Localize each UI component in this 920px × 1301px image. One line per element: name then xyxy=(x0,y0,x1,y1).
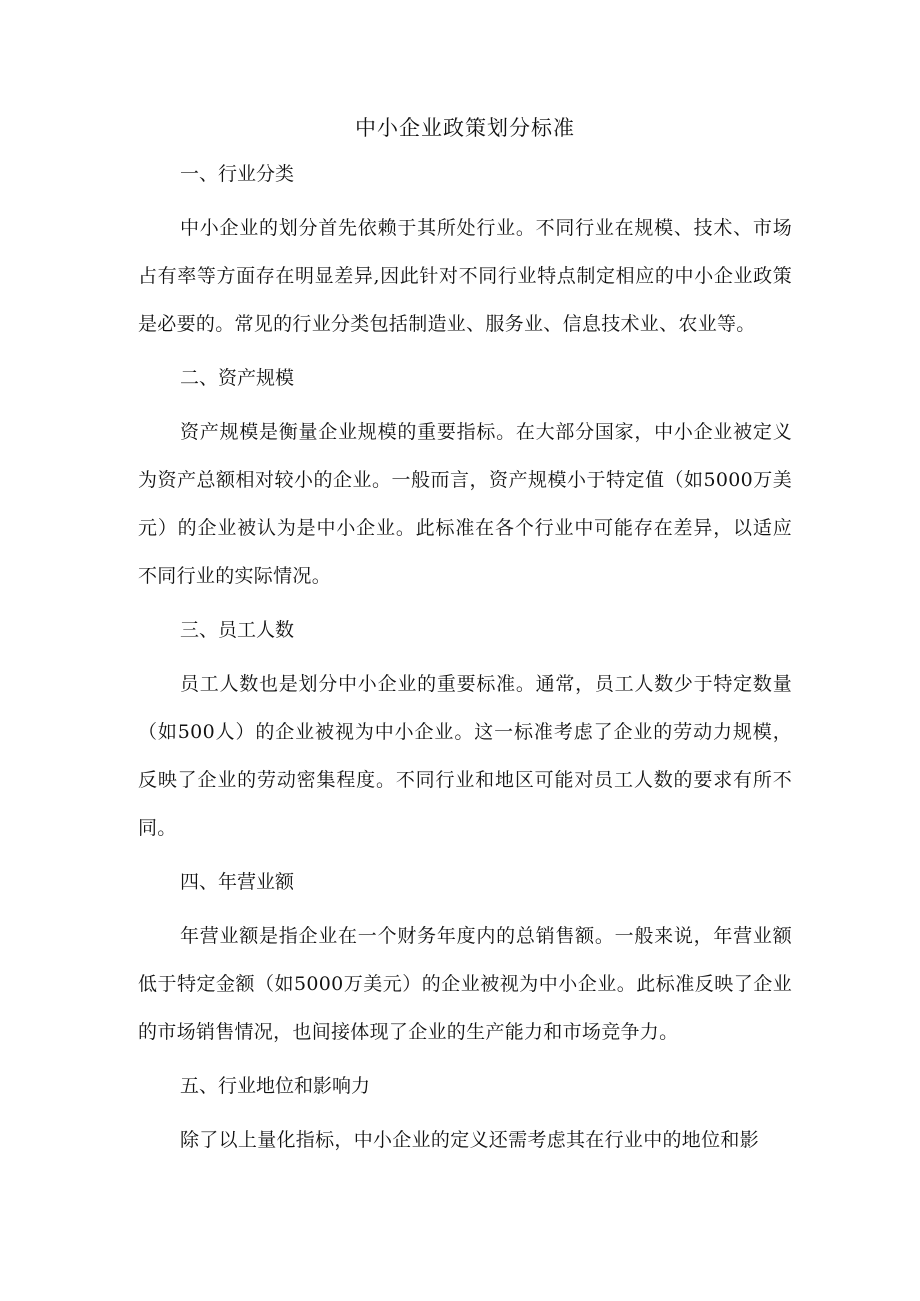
section-paragraph: 资产规模是衡量企业规模的重要指标。在大部分国家，中小企业被定义为资产总额相对较小的企业。一般而言，资产规模小于特定值（如5000万美元）的企业被认为是中小企业。此标准在各个行业中可能存在差异，以适应不同行业的实际情况。 xyxy=(138,421,792,587)
section-paragraph: 年营业额是指企业在一个财务年度内的总销售额。一般来说，年营业额低于特定金额（如5000万美元）的企业被视为中小企业。此标准反映了企业的市场销售情况，也间接体现了企业的生产能力和市场竞争力。 xyxy=(138,925,792,1043)
document-title: 中小企业政策划分标准 xyxy=(355,116,575,140)
section-heading: 五、行业地位和影响力 xyxy=(180,1075,371,1097)
section-paragraph: 员工人数也是划分中小企业的重要标准。通常，员工人数少于特定数量（如500人）的企业被视为中小企业。这一标准考虑了企业的劳动力规模，反映了企业的劳动密集程度。不同行业和地区可能对员工人数的要求有所不同。 xyxy=(138,673,792,839)
document-body xyxy=(138,106,792,1172)
section-annual-revenue xyxy=(138,860,792,1056)
section-heading: 四、年营业额 xyxy=(180,871,295,893)
section-paragraph: 除了以上量化指标，中小企业的定义还需考虑其在行业中的地位和影 xyxy=(180,1129,760,1151)
section-heading: 一、行业分类 xyxy=(180,163,295,185)
section-heading: 三、员工人数 xyxy=(180,619,295,641)
section-industry-classification xyxy=(138,152,792,348)
section-heading: 二、资产规模 xyxy=(180,367,295,389)
section-asset-scale xyxy=(138,356,792,600)
section-paragraph: 中小企业的划分首先依赖于其所处行业。不同行业在规模、技术、市场占有率等方面存在明显差异,因此针对不同行业特点制定相应的中小企业政策是必要的。常见的行业分类包括制造业、服务业、信息技术业、农业等。 xyxy=(138,217,792,335)
section-industry-status xyxy=(138,1064,792,1164)
section-employee-count xyxy=(138,608,792,852)
